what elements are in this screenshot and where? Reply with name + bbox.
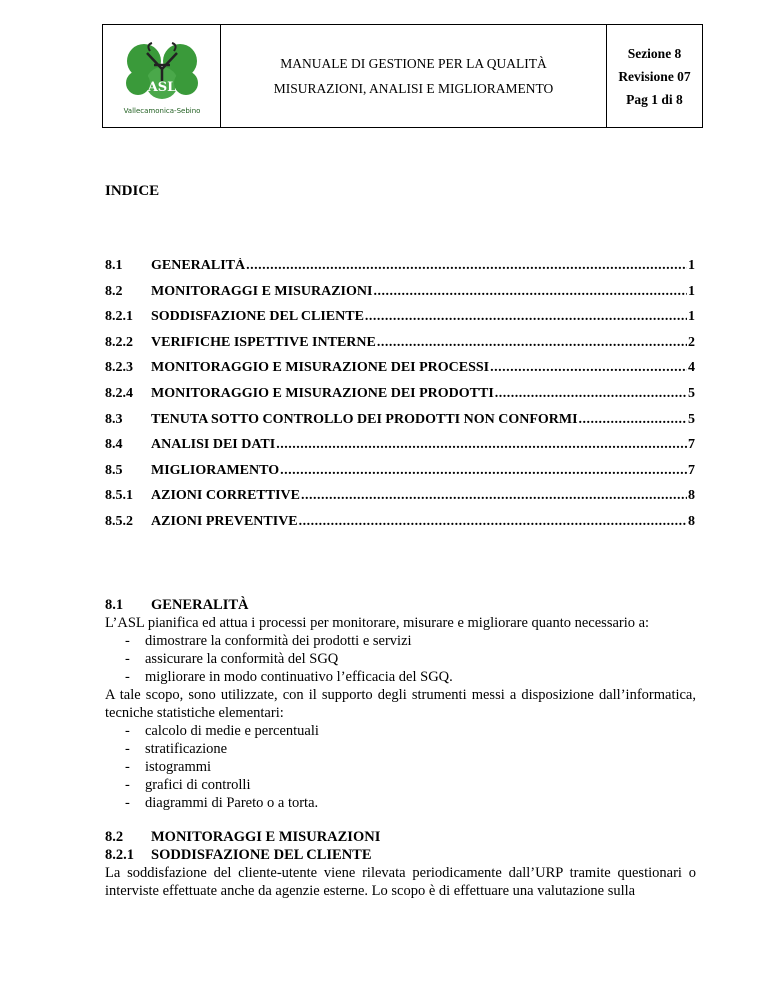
document-meta-cell [607,25,702,127]
section-title: MISURAZIONI, ANALISI E MIGLIORAMENTO [273,81,554,96]
toc-entry-page: 4 [688,360,695,376]
toc-entry[interactable] [105,309,695,335]
toc-entry[interactable] [105,488,695,514]
list-item: - dimostrare la conformità dei prodotti e servizi [125,633,412,649]
toc-entry[interactable] [105,284,695,310]
toc-entry-title: MONITORAGGIO E MISURAZIONE DEI PRODOTTI [151,385,494,401]
toc-entry-number: 8.2 [105,283,123,299]
bullet-list [105,722,696,812]
toc-entry-number: 8.5 [105,462,123,478]
list-item: - grafici di controlli [125,777,251,793]
list-item: - stratificazione [125,741,228,757]
toc-leader-dots [373,284,687,300]
toc-leader-dots [280,463,687,479]
svg-text:Vallecamonica-Sebino: Vallecamonica-Sebino [123,107,200,115]
toc-entry-title: SODDISFAZIONE DEL CLIENTE [151,309,364,325]
toc-entry-title: AZIONI CORRETTIVE [151,488,300,504]
toc-entry[interactable] [105,386,695,412]
list-item: - migliorare in modo continuativo l’efficacia del SGQ. [125,669,453,685]
toc-entry-title: AZIONI PREVENTIVE [151,513,298,529]
toc-entry[interactable] [105,463,695,489]
toc-entry-title: ANALISI DEI DATI [151,437,276,453]
toc-entry[interactable] [105,437,695,463]
toc-entry-page: 5 [688,385,695,401]
toc-entry-page: 1 [688,309,695,325]
toc-entry[interactable] [105,258,695,284]
toc-leader-dots [246,258,687,274]
toc-entry-page: 8 [688,513,695,529]
logo-cell [103,25,221,127]
toc-entry-title: VERIFICHE ISPETTIVE INTERNE [151,334,376,350]
toc-entry-title: MONITORAGGIO E MISURAZIONE DEI PROCESSI [151,360,490,376]
toc-entry-title: GENERALITÀ [151,258,246,273]
revision-number: Revisione 07 [618,68,691,84]
toc-entry-page: 8 [688,488,695,504]
toc-leader-dots [276,437,687,453]
toc-leader-dots [301,488,687,504]
toc-entry[interactable] [105,335,695,361]
toc-entry-title: TENUTA SOTTO CONTROLLO DEI PRODOTTI NON CONFORMI [151,411,578,427]
toc-entry-title: MIGLIORAMENTO [151,462,280,478]
toc-entry-number: 8.2.4 [105,385,133,401]
toc-entry-page: 1 [688,283,695,299]
toc-entry-page: 5 [688,411,695,427]
toc-entry-page: 7 [688,462,695,478]
paragraph: L’ASL pianifica ed attua i processi per monitorare, misurare e migliorare quanto necessario a: [105,615,650,631]
paragraph: La soddisfazione del cliente-utente viene rilevata periodicamente dall’URP tramite questionari o interviste effettuate anche da agenzie esterne. Lo scopo è di effettuare una valutazione sulla [105,865,696,899]
toc-leader-dots [495,386,687,402]
toc-entry-number: 8.4 [105,437,123,453]
toc-entry[interactable] [105,360,695,386]
toc-leader-dots [377,335,687,351]
paragraph: A tale scopo, sono utilizzate, con il supporto degli strumenti messi a disposizione dall’informatica, tecniche statistiche elementari: [105,687,696,721]
toc-entry-number: 8.3 [105,411,123,427]
bullet-list [105,632,696,686]
toc-entry-number: 8.5.1 [105,488,133,504]
toc-entry-title: MONITORAGGI E MISURAZIONI [151,283,373,299]
section-heading-8-1: 8.1 GENERALITÀ [105,597,249,613]
toc-entry-page: 2 [688,334,695,350]
list-item: - istogrammi [125,759,212,775]
document-header [102,24,703,128]
list-item: - assicurare la conformità del SGQ [125,651,339,667]
toc-entry[interactable] [105,514,695,540]
manual-title: MANUALE DI GESTIONE PER LA QUALITÀ [280,56,547,71]
asl-logo [112,31,212,121]
list-item: - diagrammi di Pareto o a torta. [125,795,319,811]
svg-text:ASL: ASL [147,80,176,95]
section-heading-8-2: 8.2 MONITORAGGI E MISURAZIONI [105,829,381,845]
toc-entry-number: 8.5.2 [105,513,133,529]
toc-entry[interactable] [105,412,695,438]
document-body [105,596,696,900]
toc-entry-number: 8.1 [105,258,123,273]
toc-entry-page: 7 [688,437,695,453]
section-heading-8-2-1: 8.2.1 SODDISFAZIONE DEL CLIENTE [105,847,372,863]
section-number: Sezione 8 [627,45,682,61]
table-of-contents [105,258,695,540]
toc-leader-dots [365,309,687,325]
index-title: INDICE [105,183,160,199]
toc-entry-number: 8.2.1 [105,309,133,325]
page-number: Pag 1 di 8 [626,91,683,107]
toc-leader-dots [490,360,687,376]
manual-title-cell [221,25,607,127]
toc-entry-number: 8.2.2 [105,334,133,350]
toc-leader-dots [299,514,687,530]
toc-entry-number: 8.2.3 [105,360,133,376]
toc-leader-dots [579,412,687,428]
list-item: - calcolo di medie e percentuali [125,723,319,739]
toc-entry-page: 1 [688,258,695,273]
